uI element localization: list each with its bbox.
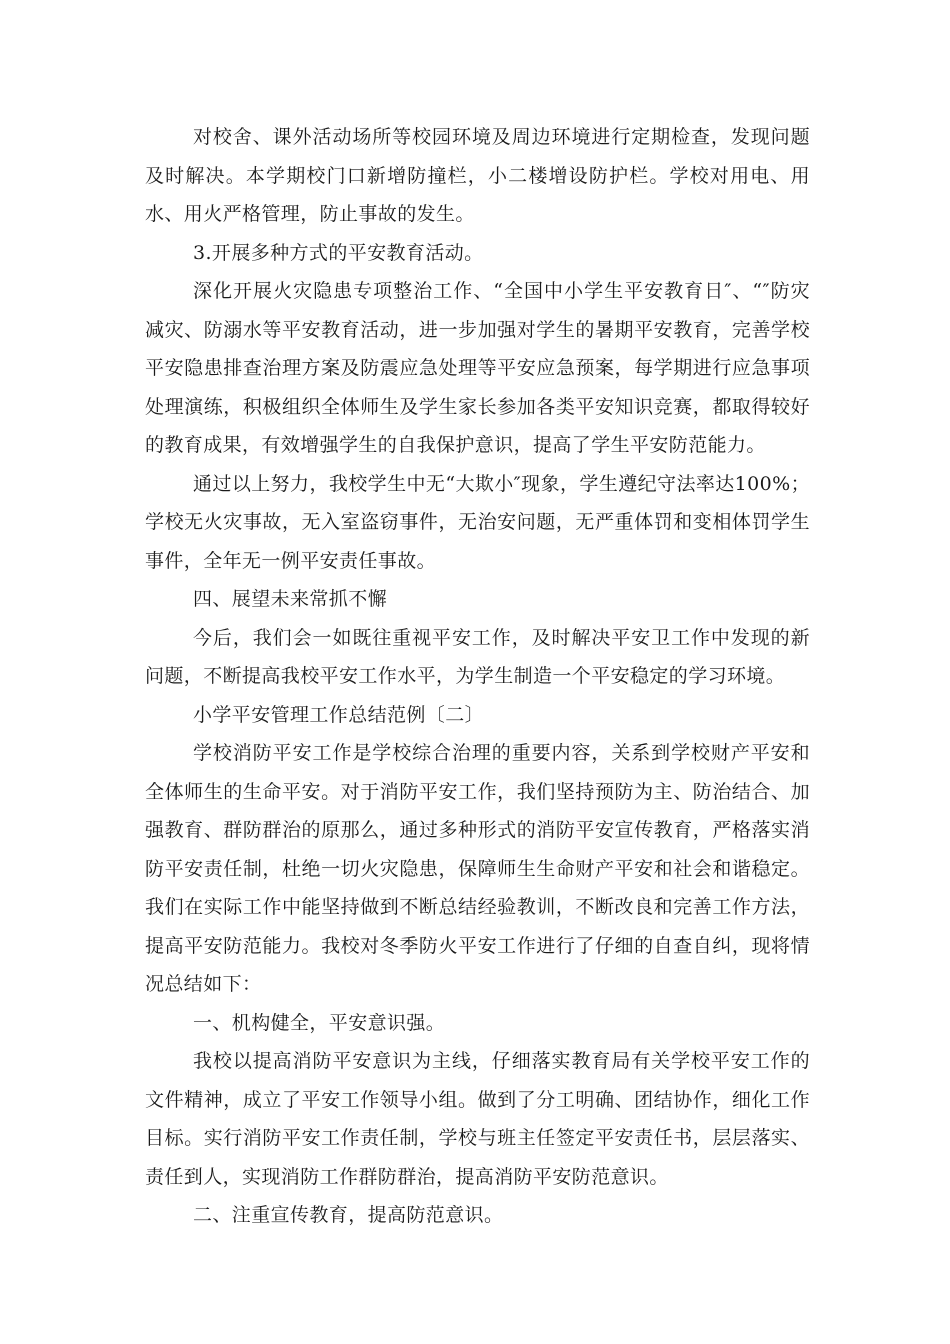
- document-body: [145, 118, 810, 1235]
- document-subtitle-example-two: 小学平安管理工作总结范例〔二〕: [193, 703, 485, 726]
- section-heading-publicity-education: 二、注重宣传教育，提高防范意识。: [193, 1204, 504, 1226]
- paragraph-fire-hazard-rectification: 深化开展火灾隐患专项整治工作、“全国中小学生平安教育日″、“″防灾减灾、防溺水等平安教育活动，进一步加强对学生的暑期平安教育，完善学校平安隐患排查治理方案及防震应急处理等平安应急预案，每学期进行应急事项处理演练，积极组织全体师生及学生家长参加各类平安知识竞赛，都取得较好的教育成果，有效增强学生的自我保护意识，提高了学生平安防范能力。: [145, 280, 810, 456]
- paragraph-future-plan: 今后，我们会一如既往重视平安工作，及时解决平安卫工作中发现的新问题，不断提高我校平安工作水平，为学生制造一个平安稳定的学习环境。: [145, 626, 810, 687]
- paragraph-campus-inspection: 对校舍、课外活动场所等校园环境及周边环境进行定期检查，发现问题及时解决。本学期校门口新增防撞栏，小二楼增设防护栏。学校对用电、用水、用火严格管理，防止事故的发生。: [145, 126, 810, 225]
- paragraph-fire-safety-intro: 学校消防平安工作是学校综合治理的重要内容，关系到学校财产平安和全体师生的生命平安。对于消防平安工作，我们坚持预防为主、防治结合、加强教育、群防群治的原那么，通过多种形式的消防平安宣传教育，严格落实消防平安责任制，杜绝一切火灾隐患，保障师生生命财产平安和社会和谐稳定。我们在实际工作中能坚持做到不断总结经验教训，不断改良和完善工作方法，提高平安防范能力。我校对冬季防火平安工作进行了仔细的自查自纠，现将情况总结如下：: [145, 742, 810, 995]
- paragraph-leadership-group: 我校以提高消防平安意识为主线，仔细落实教育局有关学校平安工作的文件精神，成立了平安工作领导小组。做到了分工明确、团结协作，细化工作目标。实行消防平安工作责任制，学校与班主任签定平安责任书，层层落实、责任到人，实现消防工作群防群治，提高消防平安防范意识。: [145, 1050, 810, 1188]
- section-heading-outlook: 四、展望未来常抓不懈: [193, 588, 388, 610]
- paragraph-results: 通过以上努力，我校学生中无“大欺小″现象，学生遵纪守法率达100%；学校无火灾事故，无入室盗窃事件，无治安问题，无严重体罚和变相体罚学生事件，全年无一例平安责任事故。: [145, 472, 810, 572]
- section-heading-safety-education: 3.开展多种方式的平安教育活动。: [193, 241, 484, 264]
- section-heading-organization: 一、机构健全，平安意识强。: [193, 1011, 446, 1034]
